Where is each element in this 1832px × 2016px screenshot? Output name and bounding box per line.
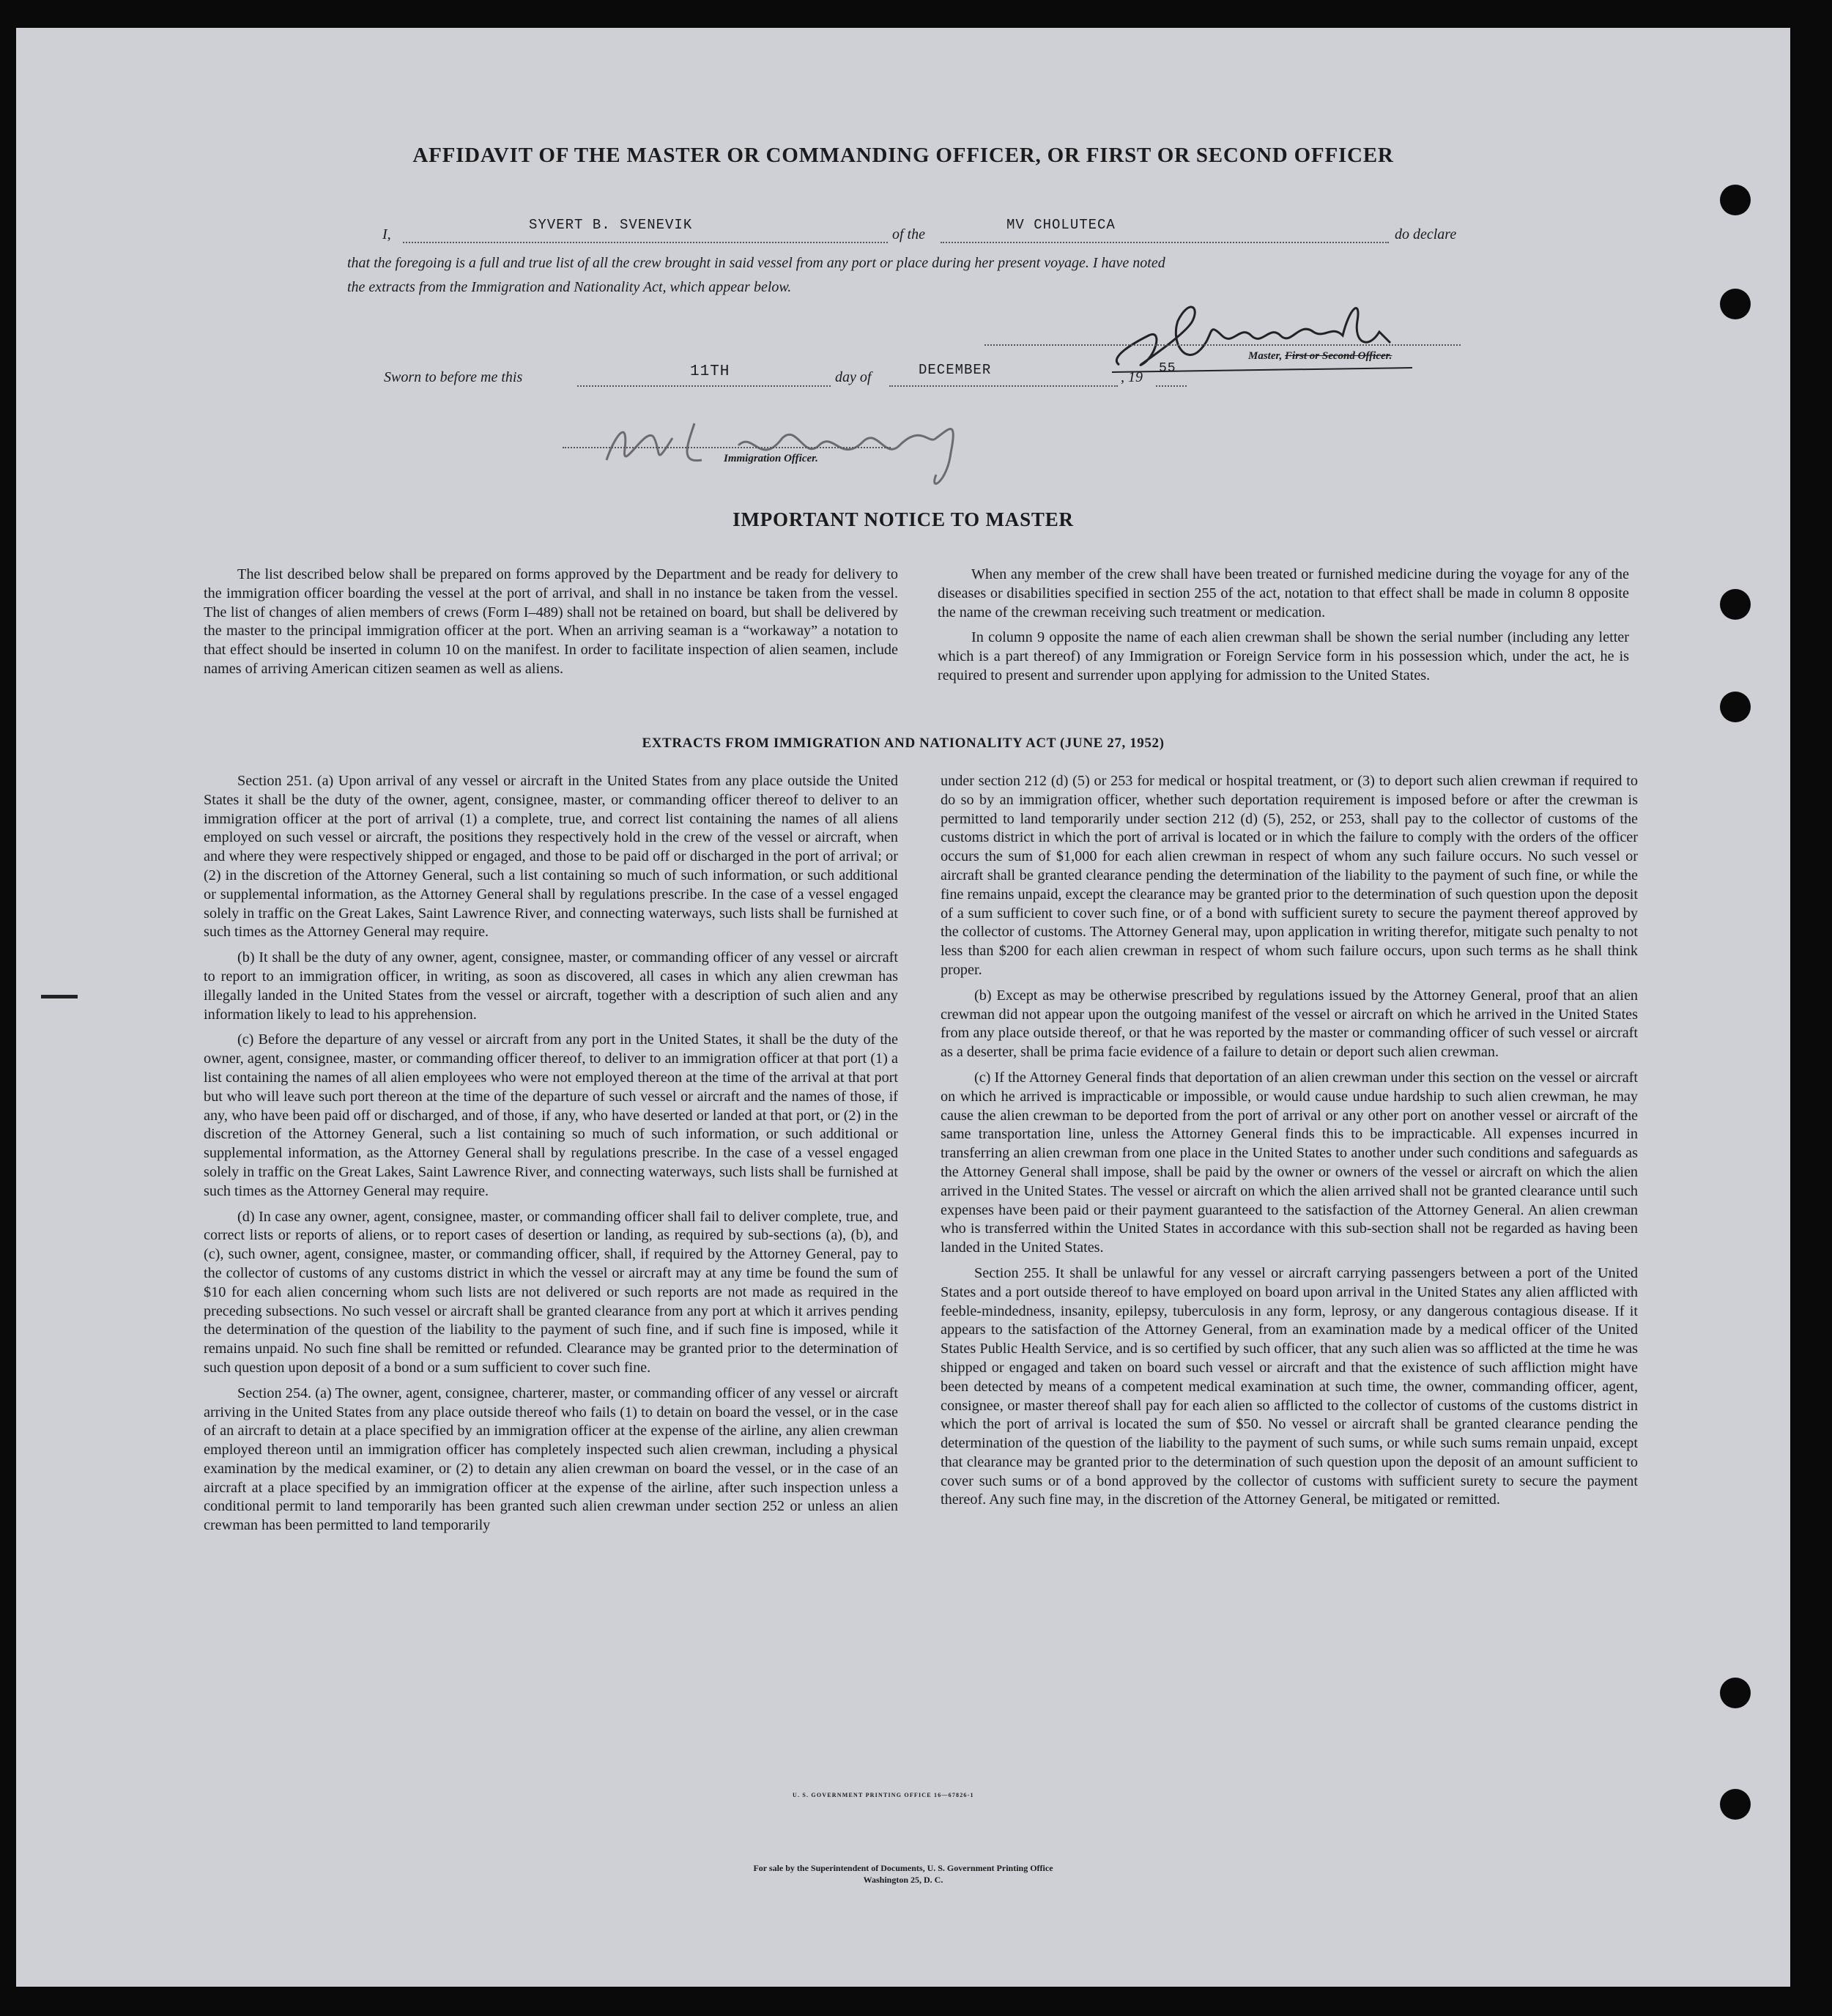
- extract-paragraph: Section 251. (a) Upon arrival of any vessel or aircraft in the United States from any place outside the United States it shall be the duty of the owner, agent, consignee, master, or commanding officer thereof to deliver to an immigration officer at the port of arrival (1) a complete, true, and correct list containing the names of all aliens employed on such vessel or aircraft, the positions they respectively hold in the crew of the vessel or aircraft, when and where they were respectively shipped or engaged, and those to be paid off or discharged in the port of arrival; or (2) in the discretion of the Attorney General, such a list containing so much of such information, or such additional or supplemental information, as the Attorney General shall by regulations prescribe. In the case of a vessel engaged solely in traffic on the Great Lakes, Saint Lawrence River, and connecting waterways, such lists shall be furnished at such times as the Attorney General may require.: [204, 773, 898, 941]
- master-label-struck: First or Second Officer.: [1285, 350, 1392, 362]
- punch-hole: [1720, 589, 1751, 620]
- declaration-line-2: the extracts from the Immigration and Nationality Act, which appear below.: [347, 279, 792, 295]
- label-i: I,: [382, 226, 391, 242]
- edge-mark: [41, 995, 78, 998]
- sale-note: [16, 1862, 1790, 1886]
- extract-paragraph: under section 212 (d) (5) or 253 for medical or hospital treatment, or (3) to deport such alien crewman if required to do so by an immigration officer, whether such deportation requirement is imposed before or after the crewman is permitted to land temporarily under section 212 (d) (5), 252, or 253, shall pay to the collector of customs of the customs district in which the port of arrival is located or in which the failure to comply with the orders of the officer occurs the sum of $1,000 for each alien crewman in respect of whom any such failure occurs. No such vessel or aircraft shall be granted clearance pending the determination of the liability to the payment of such fine, or while the fine remains unpaid, except the clearance may be granted prior to the determination of such question upon the deposit of a sum sufficient to cover such fine, or of a bond with sufficient surety to secure the payment thereof approved by the collector of customs. The Attorney General may, upon application in writing therefor, mitigate such penalty to not less than $200 for each alien crewman in respect of whom such failure occurs, upon such terms as he shall think proper.: [941, 773, 1638, 978]
- officer-signature: [585, 394, 1024, 497]
- sworn-month: DECEMBER: [919, 362, 992, 378]
- vessel-name: MV CHOLUTECA: [1006, 217, 1116, 233]
- punch-hole: [1720, 1678, 1751, 1708]
- year-suffix: 55: [1159, 361, 1176, 376]
- name-line: [403, 242, 888, 243]
- year-prefix: , 19: [1121, 369, 1143, 385]
- extracts-left-column: [204, 772, 898, 1535]
- extract-paragraph: (b) It shall be the duty of any owner, agent, consignee, master, or commanding officer of any vessel or aircraft to report to an immigration officer, in writing, as soon as discovered, all cases in which any alien crewman has illegally landed in the United States from the vessel or aircraft, together with a description of such alien and any information likely to lead to his apprehension.: [204, 949, 898, 1023]
- extracts-title: EXTRACTS FROM IMMIGRATION AND NATIONALITY ACT (JUNE 27, 1952): [642, 735, 1165, 751]
- document-page: [16, 28, 1790, 1987]
- notice-paragraph: The list described below shall be prepared on forms approved by the Department and be ready for delivery to the immigration officer boarding the vessel at the port of arrival, and shall in no instance be taken from the vessel. The list of changes of alien members of crews (Form I–489) shall not be retained on board, but shall be delivered by the master to the principal immigration officer at the port. When an arriving seaman is a “workaway” a notation to that effect should be inserted in column 10 on the manifest. In order to facilitate inspection of alien seamen, include names of arriving American citizen seamen as well as aliens.: [204, 566, 898, 677]
- punch-hole: [1720, 1789, 1751, 1820]
- officer-signature-line: [563, 447, 891, 448]
- extracts-right-column: [941, 772, 1638, 1510]
- label-do-declare: do declare: [1395, 226, 1457, 242]
- sale-line-2: Washington 25, D. C.: [863, 1875, 943, 1885]
- master-label: Master,: [1248, 350, 1283, 362]
- extract-paragraph: (c) If the Attorney General finds that deportation of an alien crewman under this section on the vessel or aircraft on which he arrived is impracticable or impossible, or would cause undue hardship to such alien crewman, he may cause the alien crewman to be deported from the port of arrival or any other port on another vessel or aircraft of the same transportation line, unless the Attorney General finds this to be impracticable. All expenses incurred in transferring an alien crewman from one place in the United States to another under such conditions and safeguards as the Attorney General shall impose, shall be paid by the owner or owners of the vessel or aircraft on which the alien arrived in the United States. The vessel or aircraft on which the alien arrived shall not be granted clearance until such expenses have been paid or their payment guaranteed to the satisfaction of the Attorney General. An alien crewman who is transferred within the United States in accordance with this sub-section shall not be regarded as having been landed in the United States.: [941, 1069, 1638, 1256]
- extract-paragraph: (d) In case any owner, agent, consignee, master, or commanding officer shall fail to deliver complete, true, and correct lists or reports of aliens, or to report cases of desertion or landing, as required by sub-sections (a), (b), and (c), such owner, agent, consignee, master, or commanding officer, shall, if required by the Attorney General, pay to the collector of customs of any customs district in which the vessel or aircraft may at any time be found the sum of $10 for each alien concerning whom such lists are not delivered or such reports are not made as required in the preceding subsections. No such vessel or aircraft shall be granted clearance from any port at which it arrives pending the determination of the question of the liability to the payment of such fine, and if such fine is imposed, while it remains unpaid. No such fine shall be remitted or refunded. Clearance may be granted prior to the determination of such question upon deposit of a bond or a sum sufficient to cover such fine.: [204, 1208, 898, 1376]
- officer-label: Immigration Officer.: [724, 453, 818, 464]
- extract-paragraph: (c) Before the departure of any vessel or aircraft from any port in the United States, it shall be the duty of the owner, agent, consignee, master, or commanding officer thereof, to deliver to an immigration officer at that port (1) a list containing the names of all alien employees who were not employed thereon at the time of the arrival at that port but who will leave such port thereon at the time of the departure of such vessel or aircraft and the names of those, if any, who have been paid off or discharged, and of those, if any, who have deserted or landed at that port, or (2) in the discretion of the Attorney General, such a list containing so much of such information, or such additional or supplemental information, as the Attorney General shall by regulations prescribe. In the case of a vessel engaged solely in traffic on the Great Lakes, Saint Lawrence River, and connecting waterways, such lists shall be furnished at such times as the Attorney General may require.: [204, 1031, 898, 1199]
- sworn-day-line: [577, 385, 831, 387]
- sworn-label: Sworn to before me this: [384, 369, 523, 385]
- year-line: [1156, 385, 1187, 387]
- extract-paragraph: Section 254. (a) The owner, agent, consignee, charterer, master, or commanding officer of any vessel or aircraft arriving in the United States from any place outside thereof who fails (1) to detain on board the vessel, or in the case of an aircraft to detain at a place specified by an immigration officer at the expense of the airline, any alien crewman employed thereon until an immigration officer has completely inspected such alien crewman, including a physical examination by the medical examiner, or (2) to detain any alien crewman on board the vessel, or in the case of an aircraft at a place specified by an immigration officer at the expense of the airline, after such inspection unless a conditional permit to land temporarily has been granted such alien crewman under section 252 or unless an alien crewman has been permitted to land temporarily: [204, 1385, 898, 1534]
- master-name: SYVERT B. SVENEVIK: [529, 217, 693, 233]
- extract-paragraph: Section 255. It shall be unlawful for any vessel or aircraft carrying passengers between a port of the United States and a port outside thereof to have employed on board upon arrival in the United States any alien afflicted with feeble-mindedness, insanity, epilepsy, tuberculosis in any form, leprosy, or any dangerous contagious disease. If it appears to the satisfaction of the Attorney General, from an examination made by a medical officer of the United States Public Health Service, and is so certified by such officer, that any such alien was so afflicted at the time he was shipped or engaged and taken on board such vessel or aircraft and that the existence of such affliction might have been detected by means of a competent medical examination at such time, the owner, commanding officer, agent, consignee, or master thereof shall pay for each alien so afflicted to the collector of customs of the customs district in which the port of arrival is located the sum of $50. No vessel or aircraft shall be granted clearance pending the determination of the question of the liability to the payment of such sums, or while such sums remain unpaid, except that clearance may be granted prior to the determination of such question upon the deposit of an amount sufficient to cover such sums or of a bond approved by the collector of customs with sufficient surety to secure the payment thereof. Any such fine may, in the discretion of the Attorney General, be mitigated or remitted.: [941, 1264, 1638, 1508]
- notice-paragraph: In column 9 opposite the name of each alien crewman shall be shown the serial number (including any letter which is a part thereof) of any Immigration or Foreign Service form in his possession which, under the act, he is required to present and surrender upon applying for admission to the United States.: [938, 629, 1629, 683]
- label-of-the: of the: [892, 226, 925, 242]
- declaration-line: that the foregoing is a full and true list of all the crew brought in said vessel from any port or place during her present voyage. I have noted: [347, 255, 1165, 271]
- sale-line-1: For sale by the Superintendent of Documents, U. S. Government Printing Office: [753, 1863, 1053, 1873]
- master-signature-line: [984, 344, 1461, 346]
- notice-title: IMPORTANT NOTICE TO MASTER: [733, 508, 1074, 530]
- master-label-group: [1248, 350, 1392, 363]
- sworn-day: 11TH: [690, 363, 730, 380]
- notice-right-column: [938, 566, 1629, 686]
- day-of-label: day of: [835, 369, 872, 385]
- punch-hole: [1720, 289, 1751, 319]
- vessel-line: [941, 242, 1389, 243]
- month-line: [889, 385, 1118, 387]
- print-code: U. S. GOVERNMENT PRINTING OFFICE 16—67826-1: [793, 1792, 974, 1798]
- notice-paragraph: When any member of the crew shall have been treated or furnished medicine during the voyage for any of the diseases or disabilities specified in section 255 of the act, notation to that effect shall be made in column 8 opposite the name of the crewman receiving such treatment or medication.: [938, 566, 1629, 620]
- extract-paragraph: (b) Except as may be otherwise prescribed by regulations issued by the Attorney General, proof that an alien crewman did not appear upon the outgoing manifest of the vessel or aircraft on which he arrived in the United States from any place outside thereof, or that he was reported by the master or commanding officer of such vessel or aircraft as a deserter, shall be prima facie evidence of a failure to detain or deport such alien crewman.: [941, 987, 1638, 1061]
- affidavit-title: AFFIDAVIT OF THE MASTER OR COMMANDING OFFICER, OR FIRST OR SECOND OFFICER: [412, 144, 1394, 167]
- notice-left-column: [204, 566, 898, 679]
- master-signature: [1105, 292, 1427, 379]
- punch-hole: [1720, 692, 1751, 722]
- punch-hole: [1720, 185, 1751, 215]
